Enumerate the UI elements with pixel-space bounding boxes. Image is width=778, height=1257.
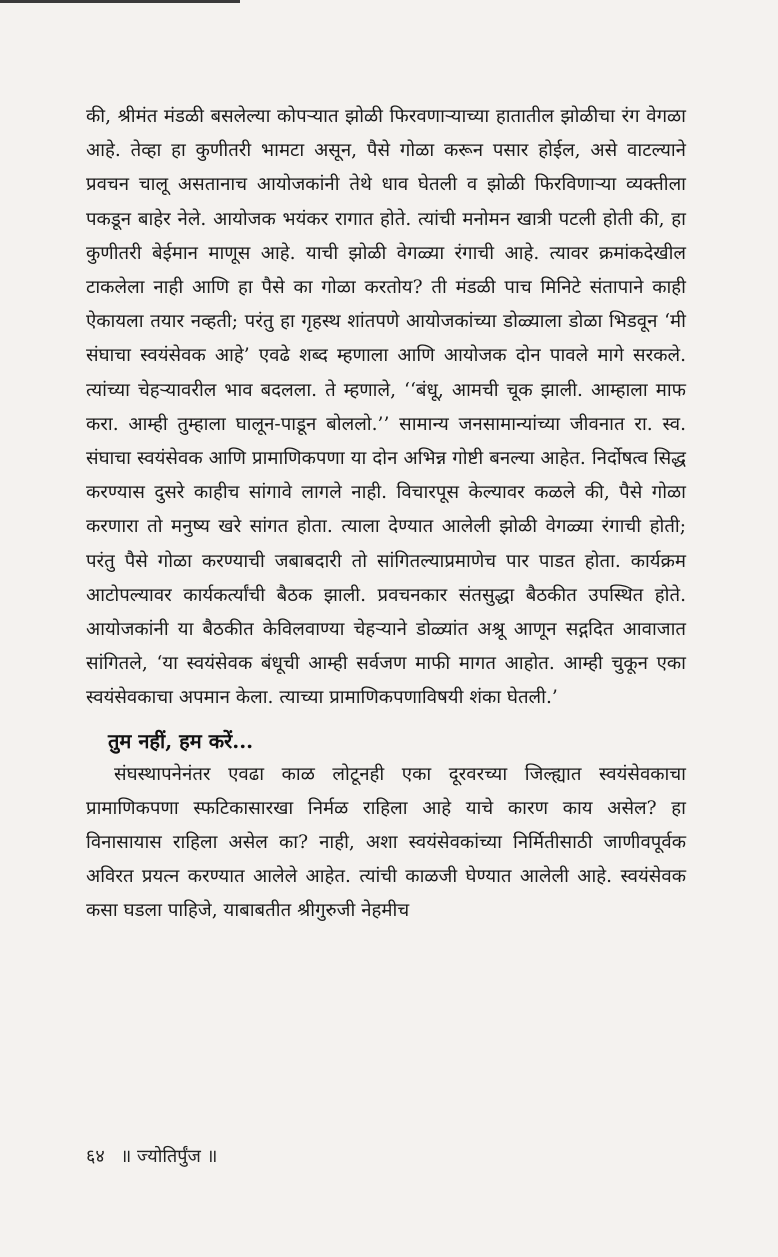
body-paragraph: संघस्थापनेनंतर एवढा काळ लोटूनही एका दूरवरच्या जिल्ह्यात स्वयंसेवकाचा प्रामाणिकपणा स्फटिकासारखा निर्मळ राहिला आहे याचे कारण काय असेल? हा विनासायास राहिला असेल का? नाही, अशा स्वयंसेवकांच्या निर्मितीसाठी जाणीवपूर्वक अविरत प्रयत्न करण्यात आलेले आहेत. त्यांची काळजी घेण्यात आलेली आहे. स्वयंसेवक कसा घडला पाहिजे, याबाबतीत श्रीगुरुजी नेहमीच: [86, 763, 686, 922]
page-number: ६४: [86, 1146, 105, 1167]
page-footer: [86, 1144, 217, 1170]
section-heading: तुम नहीं, हम करें...: [108, 728, 254, 753]
book-title: ॥ ज्योतिर्पुंज ॥: [120, 1146, 218, 1167]
body-paragraph: की, श्रीमंत मंडळी बसलेल्या कोपऱ्यात झोळी फिरवणाऱ्याच्या हातातील झोळीचा रंग वेगळा आहे. तेव्हा हा कुणीतरी भामटा असून, पैसे गोळा करून पसार होईल, असे वाटल्याने प्रवचन चालू असतानाच आयोजकांनी तेथे धाव घेतली व झोळी फिरविणाऱ्या व्यक्तीला पकडून बाहेर नेले. आयोजक भयंकर रागात होते. त्यांची मनोमन खात्री पटली होती की, हा कुणीतरी बेईमान माणूस आहे. याची झोळी वेगळ्या रंगाची आहे. त्यावर क्रमांकदेखील टाकलेला नाही आणि हा पैसे का गोळा करतोय? ती मंडळी पाच मिनिटे संतापाने काही ऐकायला तयार नव्हती; परंतु हा गृहस्थ शांतपणे आयोजकांच्या डोळ्याला डोळा भिडवून ‘मी संघाचा स्वयंसेवक आहे’ एवढे शब्द म्हणाला आणि आयोजक दोन पावले मागे सरकले. त्यांच्या चेहऱ्यावरील भाव बदलला. ते म्हणाले, ‘‘बंधू, आमची चूक झाली. आम्हाला माफ करा. आम्ही तुम्हाला घालून-पाडून बोललो.’’ सामान्य जनसामान्यांच्या जीवनात रा. स्व. संघाचा स्वयंसेवक आणि प्रामाणिकपणा या दोन अभिन्न गोष्टी बनल्या आहेत. निर्दोषत्व सिद्ध करण्यास दुसरे काहीच सांगावे लागले नाही. विचारपूस केल्यावर कळले की, पैसे गोळा करणारा तो मनुष्य खरे सांगत होता. त्याला देण्यात आलेली झोळी वेगळ्या रंगाची होती; परंतु पैसे गोळा करण्याची जबाबदारी तो सांगितल्याप्रमाणेच पार पाडत होता. कार्यक्रम आटोपल्यावर कार्यकर्त्यांची बैठक झाली. प्रवचनकार संतसुद्धा बैठकीत उपस्थित होते. आयोजकांनी या बैठकीत केविलवाण्या चेहऱ्याने डोळ्यांत अश्रू आणून सद्गदित आवाजात सांगितले, ‘या स्वयंसेवक बंधूची आम्ही सर्वजण माफी मागत आहोत. आम्ही चुकून एका स्वयंसेवकाचा अपमान केला. त्याच्या प्रामाणिकपणाविषयी शंका घेतली.’: [86, 106, 686, 709]
page-body: [86, 100, 686, 929]
top-rule: [0, 0, 240, 3]
